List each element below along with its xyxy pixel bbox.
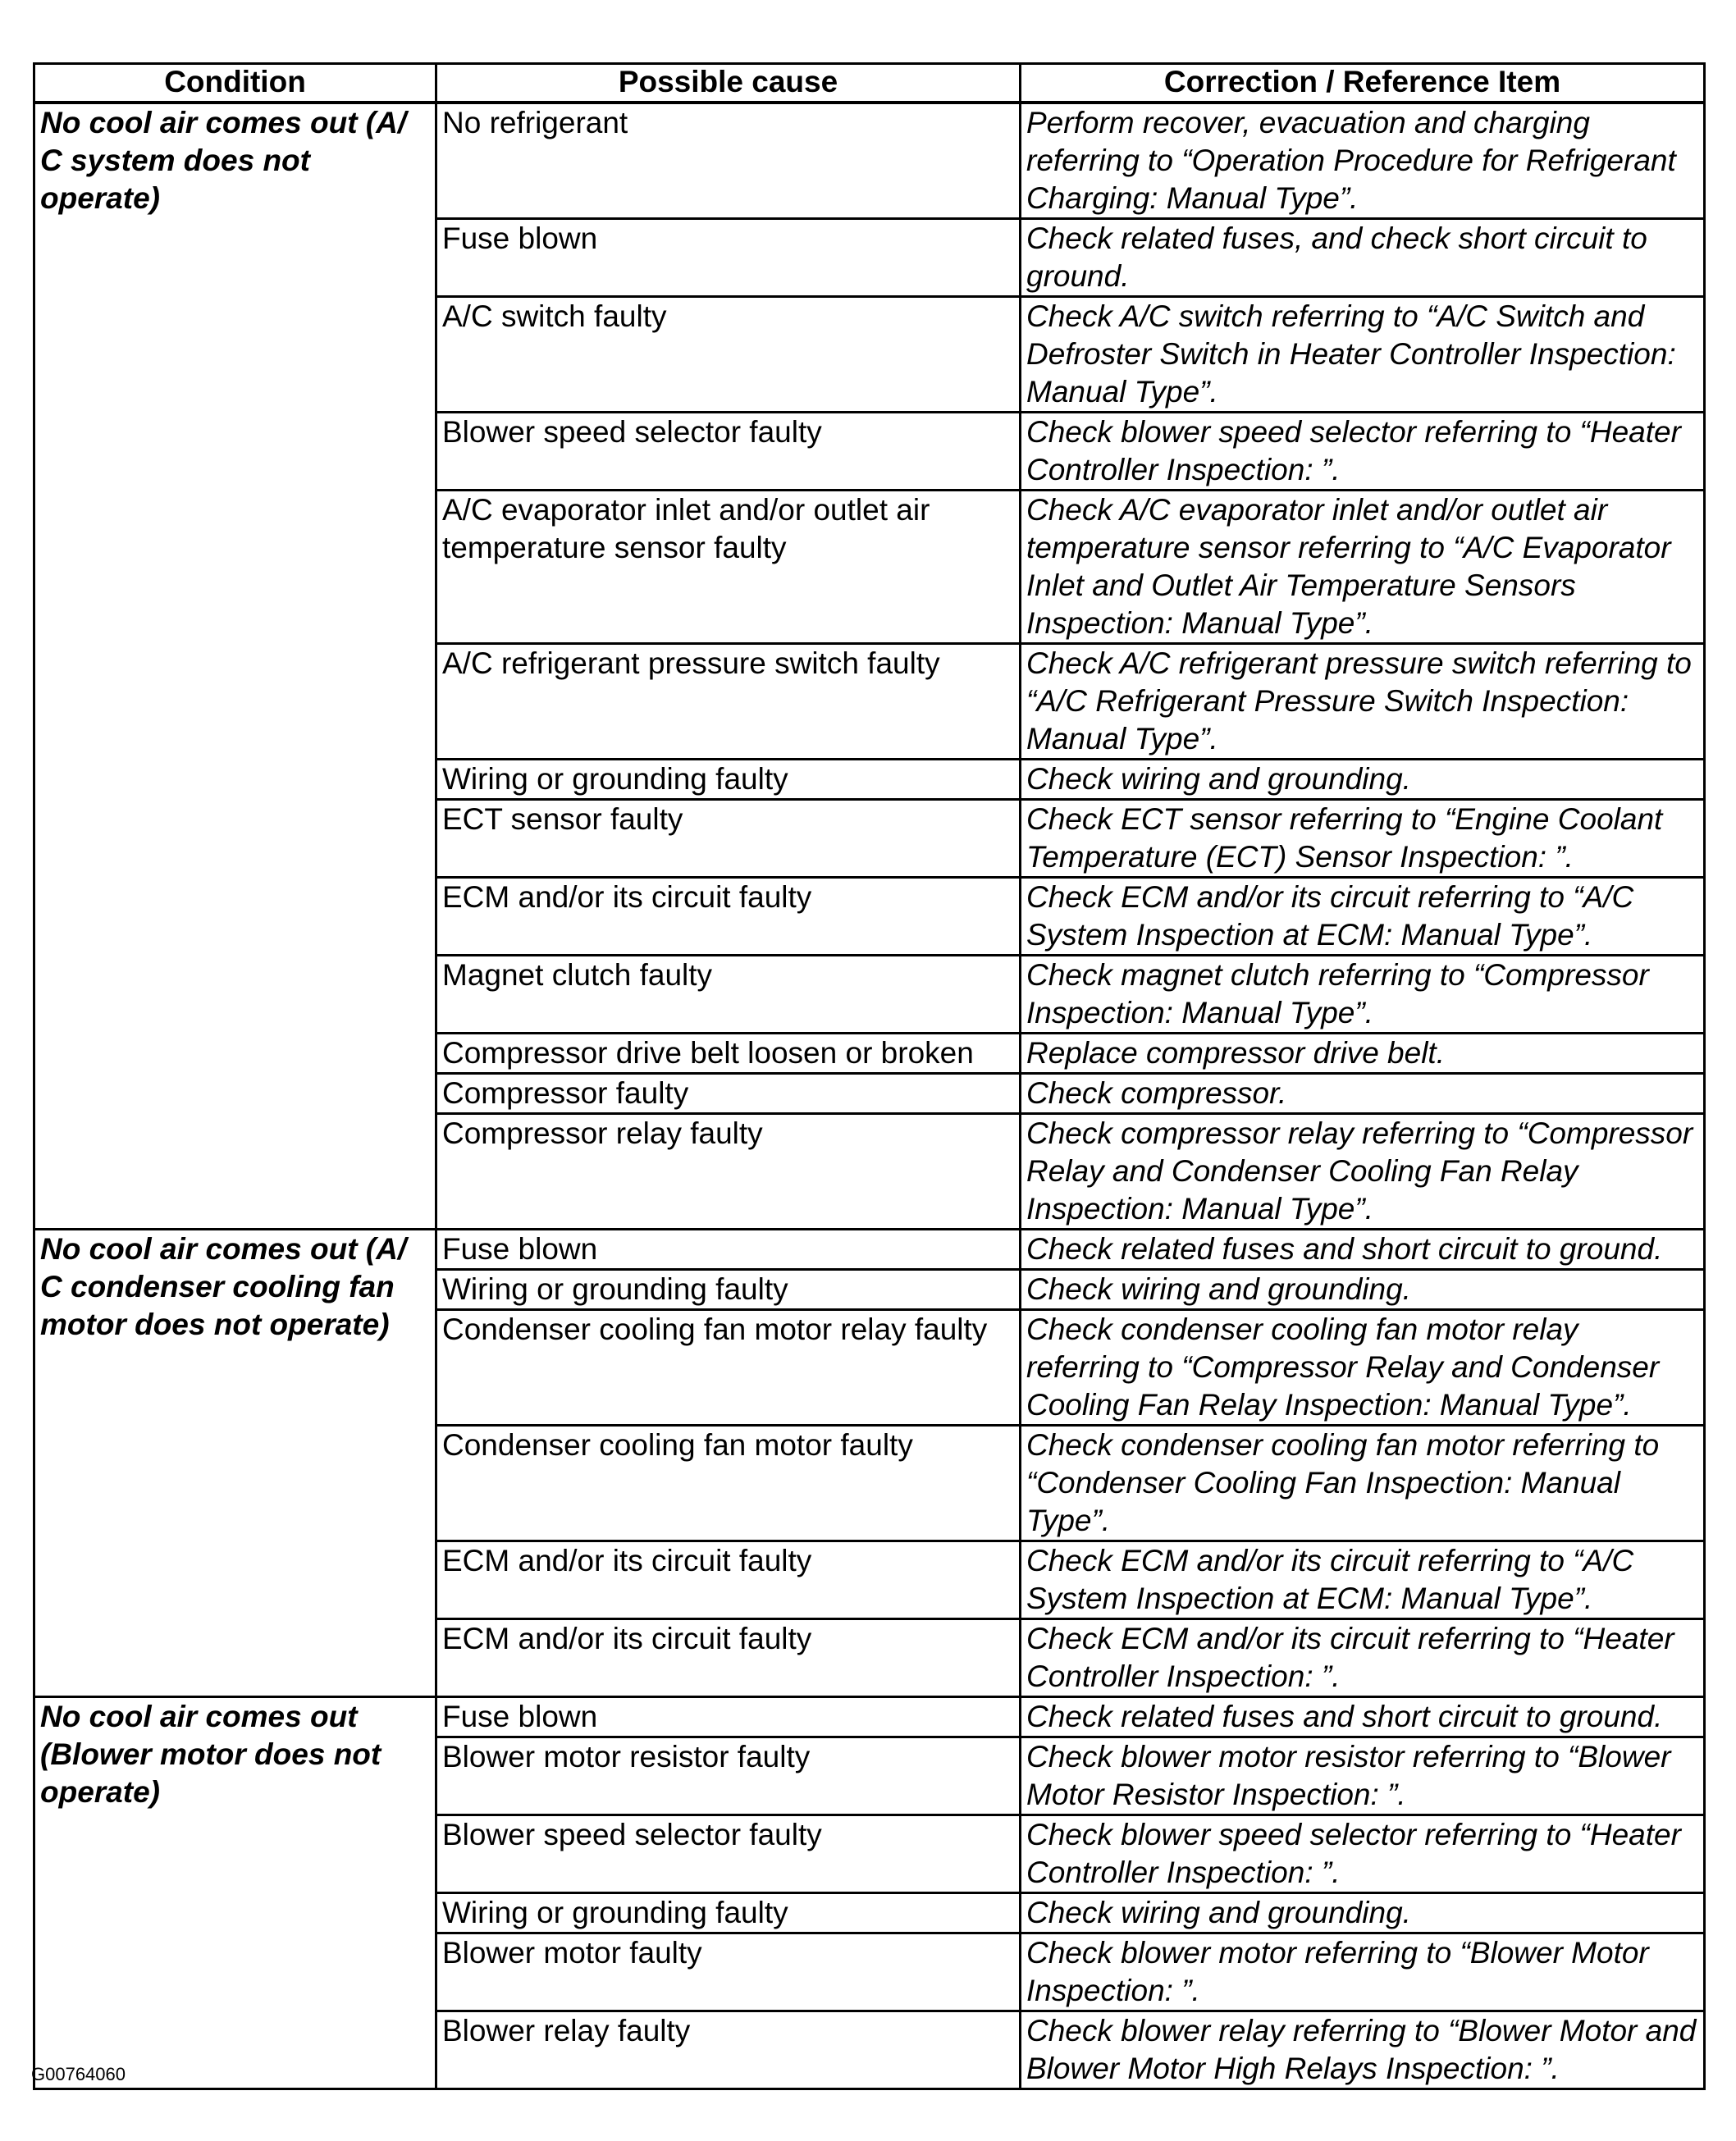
table-row <box>34 103 1705 219</box>
possible-cause-cell: A/C refrigerant pressure switch faulty <box>436 644 1021 760</box>
possible-cause-cell: Wiring or grounding faulty <box>436 1893 1021 1933</box>
possible-cause-cell: Blower speed selector faulty <box>436 413 1021 491</box>
correction-cell: Check related fuses, and check short circuit to ground. <box>1021 219 1705 297</box>
condition-cell: No cool air comes out (A/ C system does not operate) <box>34 103 436 1230</box>
condition-cell: No cool air comes out (A/ C condenser cooling fan motor does not operate) <box>34 1230 436 1697</box>
correction-cell: Check compressor relay referring to “Compressor Relay and Condenser Cooling Fan Relay Inspection: Manual Type”. <box>1021 1114 1705 1230</box>
figure-id: G00764060 <box>31 2064 126 2084</box>
table-body <box>34 103 1705 2089</box>
possible-cause-cell: A/C evaporator inlet and/or outlet air temperature sensor faulty <box>436 491 1021 644</box>
correction-cell: Check wiring and grounding. <box>1021 760 1705 800</box>
header-correction: Correction / Reference Item <box>1021 64 1705 103</box>
correction-cell: Check blower speed selector referring to “Heater Controller Inspection: ”. <box>1021 413 1705 491</box>
correction-cell: Check A/C switch referring to “A/C Switch and Defroster Switch in Heater Controller Inspection: Manual Type”. <box>1021 297 1705 413</box>
possible-cause-cell: Compressor drive belt loosen or broken <box>436 1034 1021 1074</box>
correction-cell: Check ECM and/or its circuit referring to “Heater Controller Inspection: ”. <box>1021 1619 1705 1697</box>
possible-cause-cell: Blower motor faulty <box>436 1933 1021 2011</box>
correction-cell: Check blower motor resistor referring to “Blower Motor Resistor Inspection: ”. <box>1021 1737 1705 1815</box>
correction-cell: Replace compressor drive belt. <box>1021 1034 1705 1074</box>
correction-cell: Check related fuses and short circuit to ground. <box>1021 1697 1705 1737</box>
possible-cause-cell: Blower speed selector faulty <box>436 1815 1021 1893</box>
correction-cell: Check A/C evaporator inlet and/or outlet air temperature sensor referring to “A/C Evaporator Inlet and Outlet Air Temperature Sensors Inspection: Manual Type”. <box>1021 491 1705 644</box>
possible-cause-cell: No refrigerant <box>436 103 1021 219</box>
possible-cause-cell: ECM and/or its circuit faulty <box>436 1541 1021 1619</box>
correction-cell: Check blower speed selector referring to “Heater Controller Inspection: ”. <box>1021 1815 1705 1893</box>
table-header-row <box>34 64 1705 103</box>
table-row <box>34 1230 1705 1270</box>
possible-cause-cell: Magnet clutch faulty <box>436 956 1021 1034</box>
correction-cell: Check compressor. <box>1021 1074 1705 1114</box>
possible-cause-cell: ECM and/or its circuit faulty <box>436 878 1021 956</box>
correction-cell: Check blower motor referring to “Blower Motor Inspection: ”. <box>1021 1933 1705 2011</box>
correction-cell: Check condenser cooling fan motor referring to “Condenser Cooling Fan Inspection: Manual Type”. <box>1021 1426 1705 1541</box>
condition-cell: No cool air comes out (Blower motor does not operate) <box>34 1697 436 2089</box>
header-possible-cause: Possible cause <box>436 64 1021 103</box>
correction-cell: Check condenser cooling fan motor relay referring to “Compressor Relay and Condenser Cooling Fan Relay Inspection: Manual Type”. <box>1021 1310 1705 1426</box>
possible-cause-cell: Blower motor resistor faulty <box>436 1737 1021 1815</box>
possible-cause-cell: Wiring or grounding faulty <box>436 760 1021 800</box>
correction-cell: Check ECM and/or its circuit referring to “A/C System Inspection at ECM: Manual Type”. <box>1021 1541 1705 1619</box>
correction-cell: Check ECM and/or its circuit referring to “A/C System Inspection at ECM: Manual Type”. <box>1021 878 1705 956</box>
possible-cause-cell: Fuse blown <box>436 219 1021 297</box>
possible-cause-cell: ECM and/or its circuit faulty <box>436 1619 1021 1697</box>
possible-cause-cell: ECT sensor faulty <box>436 800 1021 878</box>
table-row <box>34 1697 1705 1737</box>
correction-cell: Perform recover, evacuation and charging referring to “Operation Procedure for Refrigerant Charging: Manual Type”. <box>1021 103 1705 219</box>
correction-cell: Check ECT sensor referring to “Engine Coolant Temperature (ECT) Sensor Inspection: ”. <box>1021 800 1705 878</box>
possible-cause-cell: Condenser cooling fan motor faulty <box>436 1426 1021 1541</box>
possible-cause-cell: Blower relay faulty <box>436 2011 1021 2089</box>
possible-cause-cell: Fuse blown <box>436 1697 1021 1737</box>
correction-cell: Check wiring and grounding. <box>1021 1893 1705 1933</box>
correction-cell: Check wiring and grounding. <box>1021 1270 1705 1310</box>
possible-cause-cell: Condenser cooling fan motor relay faulty <box>436 1310 1021 1426</box>
correction-cell: Check blower relay referring to “Blower Motor and Blower Motor High Relays Inspection: ”. <box>1021 2011 1705 2089</box>
correction-cell: Check A/C refrigerant pressure switch referring to “A/C Refrigerant Pressure Switch Inspection: Manual Type”. <box>1021 644 1705 760</box>
troubleshooting-table <box>33 62 1706 2090</box>
possible-cause-cell: Wiring or grounding faulty <box>436 1270 1021 1310</box>
possible-cause-cell: Compressor relay faulty <box>436 1114 1021 1230</box>
correction-cell: Check related fuses and short circuit to ground. <box>1021 1230 1705 1270</box>
possible-cause-cell: A/C switch faulty <box>436 297 1021 413</box>
possible-cause-cell: Compressor faulty <box>436 1074 1021 1114</box>
header-condition: Condition <box>34 64 436 103</box>
correction-cell: Check magnet clutch referring to “Compressor Inspection: Manual Type”. <box>1021 956 1705 1034</box>
possible-cause-cell: Fuse blown <box>436 1230 1021 1270</box>
